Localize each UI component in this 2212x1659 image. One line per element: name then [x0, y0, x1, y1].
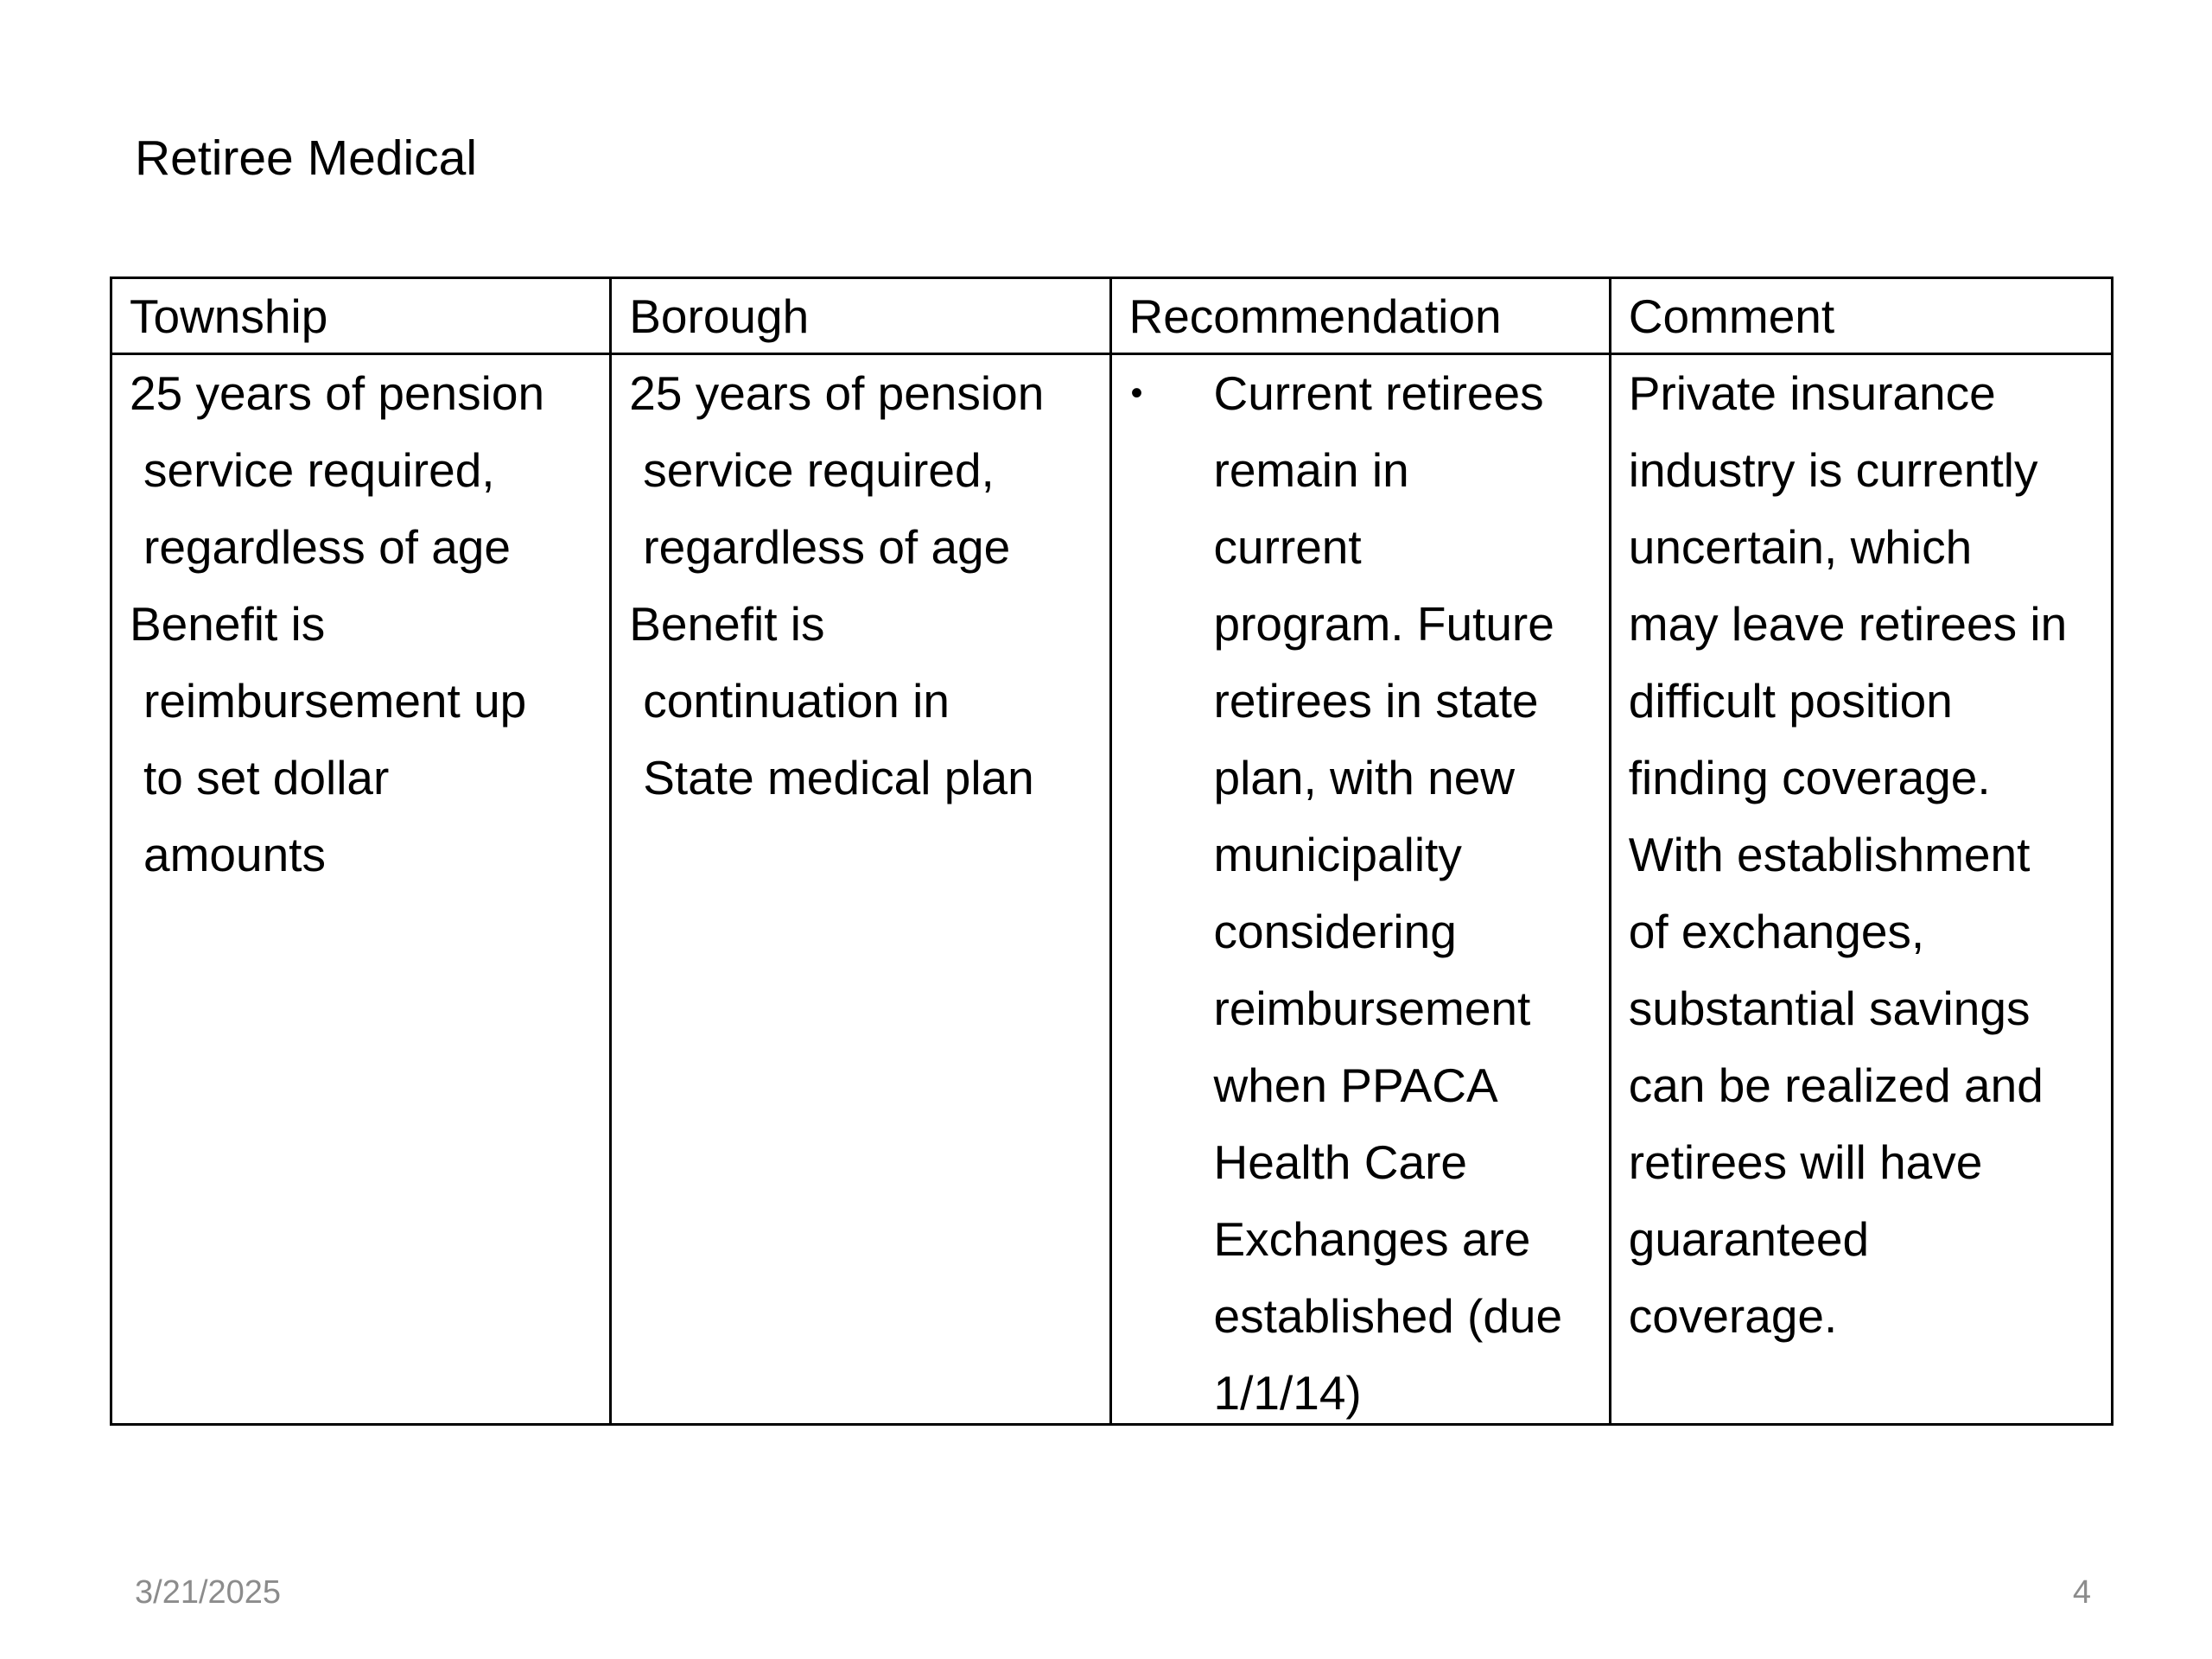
- recommendation-line: considering: [1213, 905, 1457, 958]
- township-line: regardless of age: [143, 520, 511, 574]
- comment-line: uncertain, which: [1628, 520, 1973, 574]
- borough-line: Benefit is: [629, 597, 825, 651]
- borough-line: State medical plan: [643, 751, 1034, 804]
- comment-line: substantial savings: [1628, 982, 2031, 1035]
- recommendation-text: [1214, 355, 1563, 1423]
- recommendation-line: current: [1213, 520, 1362, 574]
- comment-line: can be realized and: [1628, 1058, 2044, 1112]
- township-line: to set dollar: [143, 751, 390, 804]
- comment-cell: [1611, 355, 2111, 1423]
- borough-cell: [612, 355, 1111, 1423]
- recommendation-line: reimbursement: [1213, 982, 1531, 1035]
- recommendation-line: plan, with new: [1213, 751, 1516, 804]
- recommendation-line: Current retirees: [1213, 366, 1544, 420]
- borough-line: continuation in: [643, 674, 950, 728]
- recommendation-line: retirees in state: [1213, 674, 1539, 728]
- township-line: service required,: [143, 443, 495, 497]
- footer-date: 3/21/2025: [135, 1574, 282, 1611]
- recommendation-line: Health Care: [1213, 1135, 1467, 1189]
- recommendation-line: 1/1/14): [1213, 1366, 1362, 1420]
- recommendation-line: remain in: [1213, 443, 1409, 497]
- comparison-table: [110, 276, 2113, 1426]
- borough-line: 25 years of pension: [629, 366, 1045, 420]
- comment-line: With establishment: [1628, 828, 2031, 881]
- comment-line: of exchanges,: [1628, 905, 1925, 958]
- borough-line: service required,: [643, 443, 995, 497]
- recommendation-cell: [1112, 355, 1611, 1423]
- township-line: Benefit is: [130, 597, 326, 651]
- comment-line: finding coverage.: [1628, 751, 1991, 804]
- recommendation-line: program. Future: [1213, 597, 1554, 651]
- comment-line: industry is currently: [1628, 443, 2038, 497]
- comment-line: may leave retirees in: [1628, 597, 2068, 651]
- borough-line: regardless of age: [643, 520, 1011, 574]
- bullet-icon: •: [1130, 374, 1143, 412]
- header-recommendation: Recommendation: [1112, 279, 1611, 355]
- comment-line: retirees will have: [1628, 1135, 1983, 1189]
- comment-line: coverage.: [1628, 1289, 1838, 1343]
- comment-line: difficult position: [1628, 674, 1953, 728]
- recommendation-line: Exchanges are: [1213, 1212, 1531, 1266]
- slide-title: Retiree Medical: [135, 130, 477, 186]
- township-line: 25 years of pension: [130, 366, 545, 420]
- page-number: 4: [2072, 1574, 2091, 1611]
- comment-line: guaranteed: [1628, 1212, 1870, 1266]
- header-township: Township: [112, 279, 612, 355]
- recommendation-bullet-item: [1129, 355, 1595, 1423]
- recommendation-line: when PPACA: [1213, 1058, 1498, 1112]
- township-line: reimbursement up: [143, 674, 527, 728]
- comment-line: Private insurance: [1628, 366, 1996, 420]
- recommendation-line: municipality: [1213, 828, 1462, 881]
- township-cell: [112, 355, 612, 1423]
- header-comment: Comment: [1611, 279, 2111, 355]
- recommendation-line: established (due: [1213, 1289, 1563, 1343]
- township-line: amounts: [143, 828, 326, 881]
- header-borough: Borough: [612, 279, 1111, 355]
